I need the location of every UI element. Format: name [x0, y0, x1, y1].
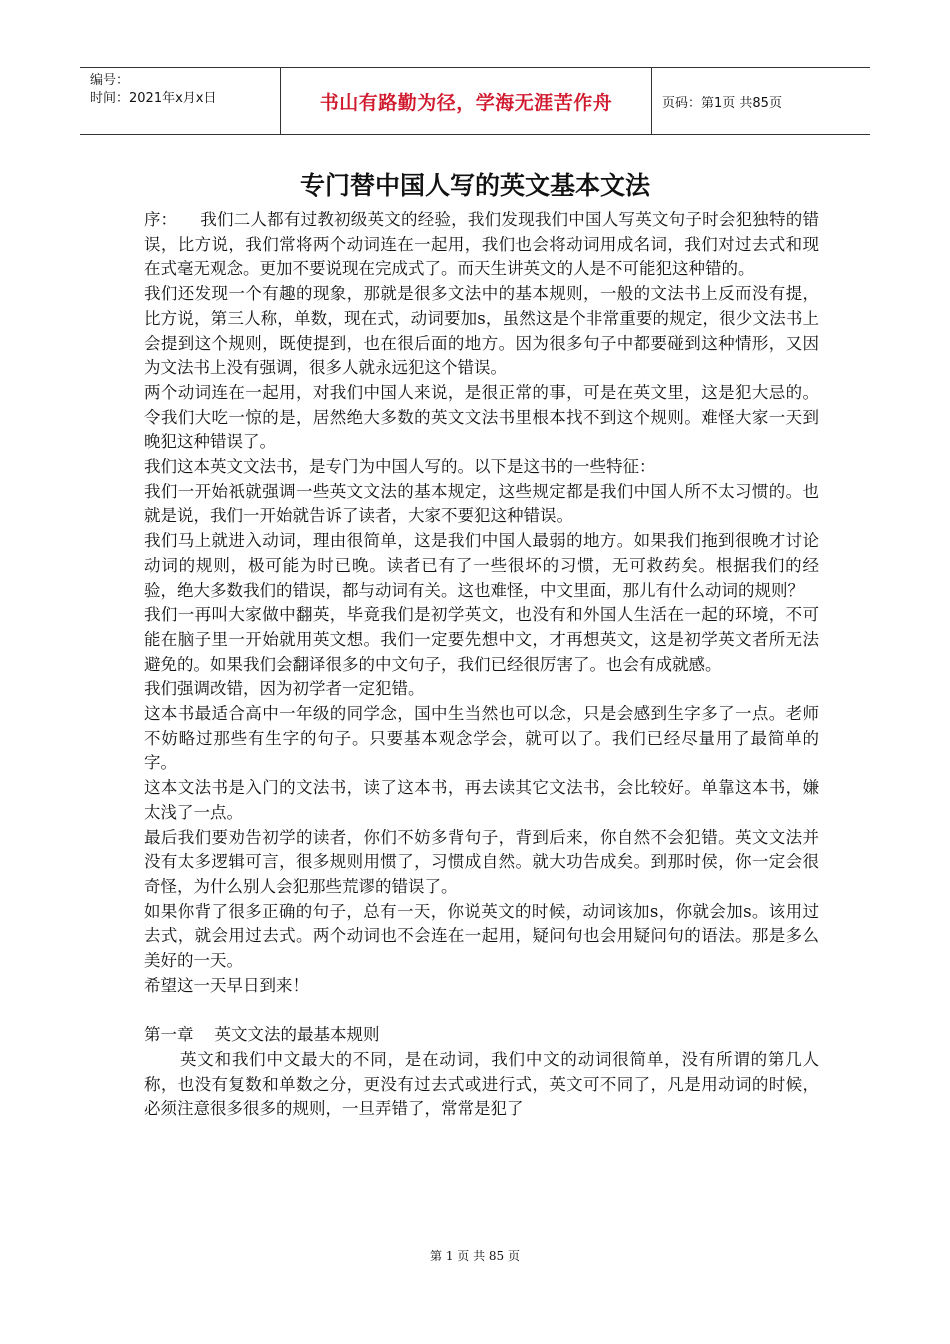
header-table [80, 67, 870, 135]
document-body [144, 208, 819, 1122]
paragraph-2: 我们还发现一个有趣的现象，那就是很多文法中的基本规则，一般的文法书上反而没有提， 比方说，第三人称，单数，现在式，动词要加s，虽然这是个非常重要的规定，很少文法书上会提到这个规则，既使提到，也在很后面的地方。因为很多句子中都要碰到这种情形，又因为文法书上没有强调，很多人就永远犯这个错误。 [144, 284, 819, 378]
paragraph-8: 我们强调改错，因为初学者一定犯错。 [144, 679, 425, 699]
preface-label: 序： [144, 210, 177, 229]
page-footer: 第 1 页 共 85 页 [430, 1249, 520, 1263]
time-label: 时间：2021年x月x日 [90, 91, 217, 106]
chapter-paragraph: 英文和我们中文最大的不同，是在动词，我们中文的动词很简单，没有所谓的第几人称，也没有复数和单数之分，更没有过去式或进行式，英文可不同了，凡是用动词的时候，必须注意很多很多的规则，一旦弄错了，常常是犯了 [144, 1049, 819, 1119]
document-title: 专门替中国人写的英文基本文法 [299, 171, 650, 200]
paragraph-13: 希望这一天早日到来！ [144, 975, 309, 995]
serial-label: 编号： [90, 73, 130, 88]
motto: 书山有路勤为径，学海无涯苦作舟 [319, 91, 613, 114]
paragraph-9: 这本书最适合高中一年级的同学念，国中生当然也可以念，只是会感到生字多了一点。老师不妨略过那些有生字的句子。只要基本观念学会，就可以了。我们已经尽量用了最简单的字。 [144, 704, 819, 773]
paragraph-10: 这本文法书是入门的文法书，读了这本书，再去读其它文法书，会比较好。单靠这本书，嫌太浅了一点。 [144, 778, 819, 822]
paragraph-7: 我们一再叫大家做中翻英，毕竟我们是初学英文，也没有和外国人生活在一起的环境，不可能在脑子里一开始就用英文想。我们一定要先想中文，才再想英文，这是初学英文者所无法避免的。如果我们会翻译很多的中文句子，我们已经很厉害了。也会有成就感。 [144, 605, 819, 674]
paragraph-12: 如果你背了很多正确的句子，总有一天，你说英文的时候，动词该加s，你就会加s。该用过去式，就会用过去式。两个动词也不会连在一起用，疑问句也会用疑问句的语法。那是多么美好的一天。 [144, 901, 819, 971]
paragraph-1: 序： 我们二人都有过教初级英文的经验，我们发现我们中国人写英文句子时会犯独特的错误，比方说，我们常将两个动词连在一起用，我们也会将动词用成名词，我们对过去式和现在式毫无观念。更加不要说现在完成式了。而天生讲英文的人是不可能犯这种错的。 [144, 210, 819, 279]
paragraph-6: 我们马上就进入动词，理由很简单，这是我们中国人最弱的地方。如果我们拖到很晚才讨论动词的规则，极可能为时已晚。读者已有了一些很坏的习惯，无可救药矣。根据我们的经验，绝大多数我们的错误，都与动词有关。这也难怪，中文里面，那儿有什么动词的规则？ [144, 531, 819, 600]
header-motto-cell [281, 68, 652, 134]
paragraph-4: 我们这本英文文法书，是专门为中国人写的。以下是这书的一些特征： [144, 457, 656, 477]
chapter-heading: 第一章 英文文法的最基本规则 [144, 1025, 380, 1045]
header-meta-cell [80, 68, 281, 134]
paragraph-3: 两个动词连在一起用，对我们中国人来说，是很正常的事，可是在英文里，这是犯大忌的。令我们大吃一惊的是，居然绝大多数的英文文法书里根本找不到这个规则。难怪大家一天到晚犯这种错误了。 [144, 382, 819, 452]
paragraph-11: 最后我们要劝告初学的读者，你们不妨多背句子，背到后来，你自然不会犯错。英文文法并没有太多逻辑可言，很多规则用惯了，习惯成自然。就大功告成矣。到那时侯，你一定会很奇怪，为什么别人会犯那些荒谬的错误了。 [144, 827, 819, 896]
header-page-cell [652, 68, 870, 134]
paragraph-5: 我们一开始祇就强调一些英文文法的基本规定，这些规定都是我们中国人所不太习惯的。也就是说，我们一开始就告诉了读者，大家不要犯这种错误。 [144, 481, 819, 526]
page-info: 页码：第1页 共85页 [662, 95, 782, 111]
spacer [144, 999, 819, 1024]
